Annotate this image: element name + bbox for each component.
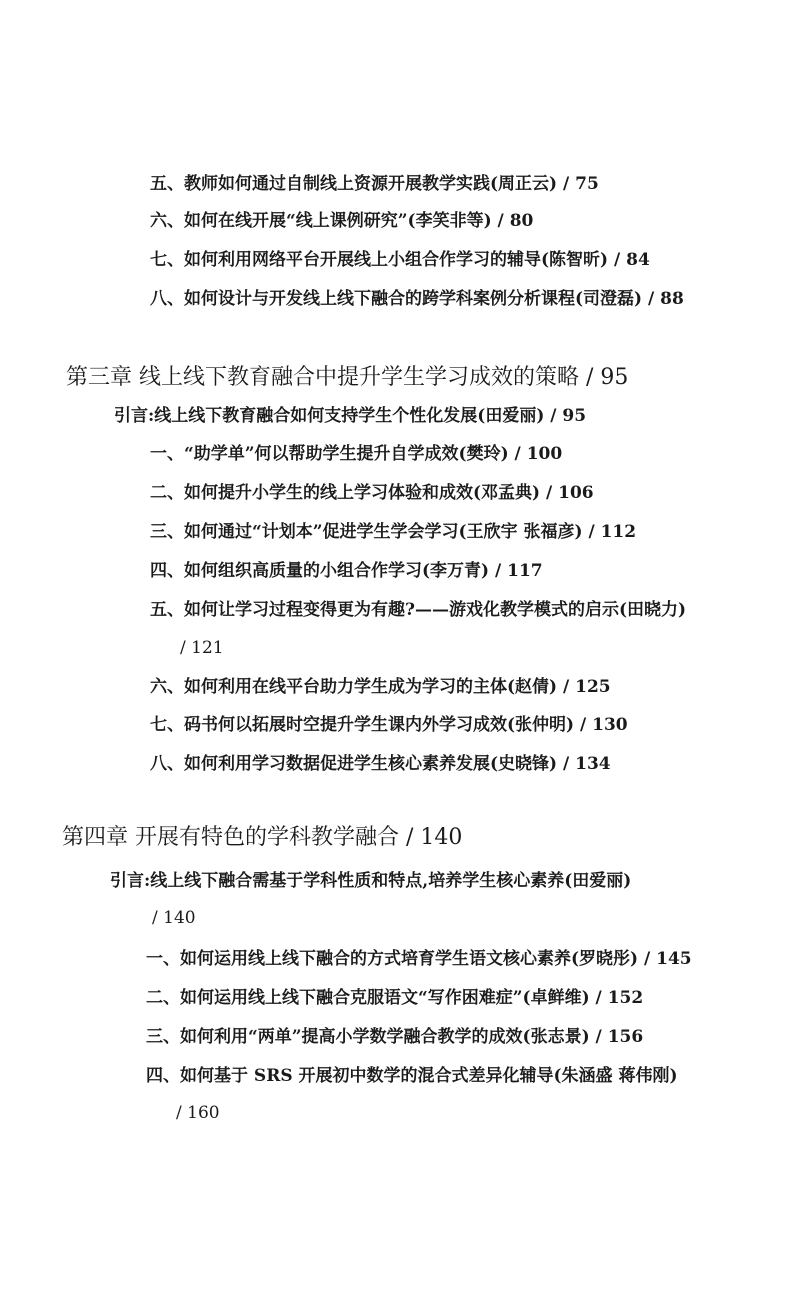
toc-entry: 一、“助学单”何以帮助学生提升自学成效(樊玲) / 100: [150, 444, 563, 464]
toc-entry: 七、如何利用网络平台开展线上小组合作学习的辅导(陈智昕) / 84: [150, 250, 650, 270]
chapter-title: 第三章 线上线下教育融合中提升学生学习成效的策略 / 95: [66, 365, 629, 390]
toc-entry: 四、如何组织高质量的小组合作学习(李万青) / 117: [150, 561, 543, 581]
chapter-intro: 引言:线上线下教育融合如何支持学生个性化发展(田爱丽) / 95: [114, 406, 587, 426]
toc-entry: 五、教师如何通过自制线上资源开展教学实践(周正云) / 75: [150, 174, 599, 194]
chapter-title: 第四章 开展有特色的学科教学融合 / 140: [62, 825, 463, 850]
toc-entry: 八、如何利用学习数据促进学生核心素养发展(史晓锋) / 134: [150, 754, 611, 774]
toc-entry: 一、如何运用线上线下融合的方式培育学生语文核心素养(罗晓彤) / 145: [146, 949, 692, 969]
toc-entry: 七、码书何以拓展时空提升学生课内外学习成效(张仲明) / 130: [150, 715, 628, 735]
toc-entry: 二、如何提升小学生的线上学习体验和成效(邓孟典) / 106: [150, 483, 594, 503]
toc-entry: 四、如何基于 SRS 开展初中数学的混合式差异化辅导(朱涵盛 蒋伟刚): [146, 1066, 678, 1086]
toc-entry: 二、如何运用线上线下融合克服语文“写作困难症”(卓鲜维) / 152: [146, 988, 644, 1008]
toc-entry: 五、如何让学习过程变得更为有趣?——游戏化教学模式的启示(田晓力): [150, 600, 687, 620]
toc-entry-page: / 160: [176, 1103, 220, 1123]
chapter-intro-page: / 140: [152, 908, 196, 928]
toc-entry-page: / 121: [180, 638, 224, 658]
toc-entry: 三、如何利用“两单”提高小学数学融合教学的成效(张志景) / 156: [146, 1027, 644, 1047]
toc-entry: 六、如何利用在线平台助力学生成为学习的主体(赵倩) / 125: [150, 677, 611, 697]
toc-entry: 六、如何在线开展“线上课例研究”(李笑非等) / 80: [150, 211, 534, 231]
toc-entry: 八、如何设计与开发线上线下融合的跨学科案例分析课程(司澄磊) / 88: [150, 289, 684, 309]
toc-entry: 三、如何通过“计划本”促进学生学会学习(王欣宇 张福彦) / 112: [150, 522, 637, 542]
chapter-intro: 引言:线上线下融合需基于学科性质和特点,培养学生核心素养(田爱丽): [110, 871, 632, 891]
